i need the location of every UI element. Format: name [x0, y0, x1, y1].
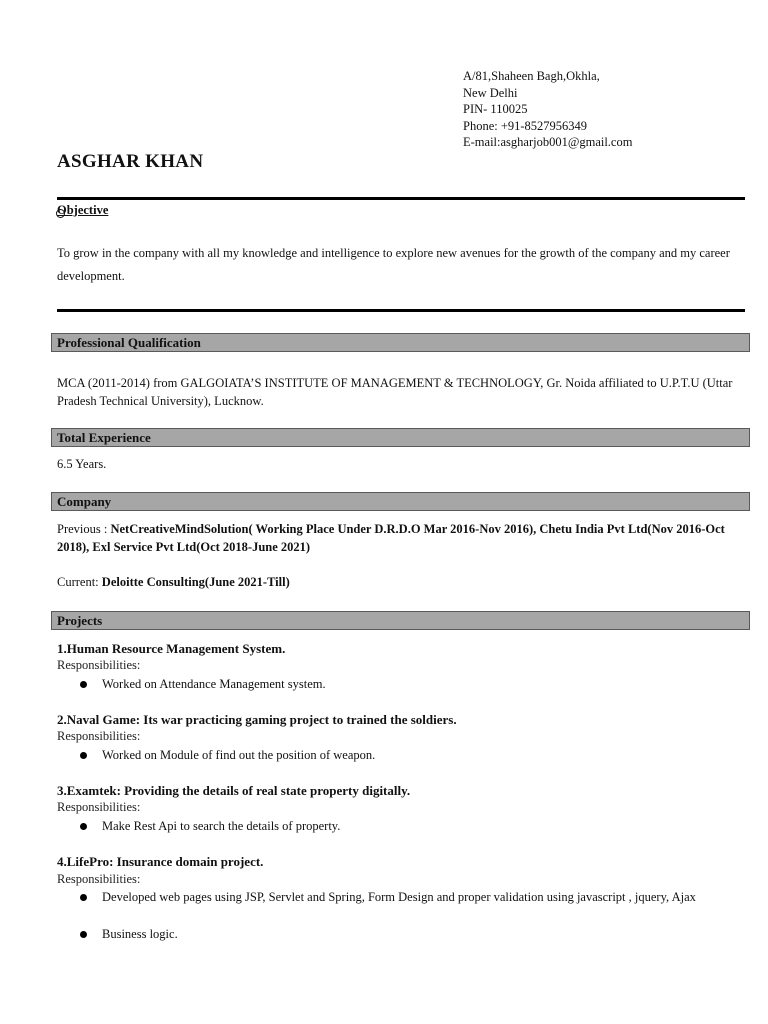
- email-address: E-mail:asgharjob001@gmail.com: [463, 135, 633, 149]
- candidate-name: ASGHAR KHAN: [57, 151, 204, 172]
- project-title: 3.Examtek: Providing the details of real state property digitally.: [57, 783, 411, 798]
- current-label: Current:: [57, 575, 102, 589]
- current-value: Deloitte Consulting(June 2021-Till): [101, 575, 290, 589]
- list-item: [80, 676, 740, 693]
- responsibilities-label: Responsibilities:: [57, 729, 141, 743]
- list-item: [80, 926, 740, 943]
- bullet-icon: [80, 823, 87, 830]
- objective-heading-label: Objective: [57, 203, 109, 217]
- address-line-1: A/81,Shaheen Bagh,Okhla,: [463, 69, 600, 83]
- objective-heading: [57, 203, 108, 218]
- bullet-icon: [80, 681, 87, 688]
- qualification-text: MCA (2011-2014) from GALGOIATA’S INSTITUTE OF MANAGEMENT & TECHNOLOGY, Gr. Noida affiliated to U.P.T.U (Uttar Pradesh Technical University), Lucknow.: [57, 376, 733, 408]
- previous-label: Previous :: [57, 522, 111, 536]
- section-header-qualification: Professional Qualification: [51, 333, 750, 352]
- section-header-experience: Total Experience: [51, 428, 750, 447]
- previous-value: NetCreativeMindSolution( Working Place Under D.R.D.O Mar 2016-Nov 2016), Chetu India Pvt Ltd(Nov 2016-Oct 2018), Exl Service Pvt Ltd(Oct 2018-June 2021): [57, 522, 725, 554]
- section-header-projects: Projects: [51, 611, 750, 630]
- divider-top: [57, 197, 745, 200]
- project-title: 1.Human Resource Management System.: [57, 641, 286, 656]
- project-title: 4.LifePro: Insurance domain project.: [57, 854, 264, 869]
- section-header-company: Company: [51, 492, 750, 511]
- contact-block: [463, 68, 632, 151]
- list-item: [80, 747, 740, 764]
- list-item: [80, 818, 740, 835]
- bullet-icon: [80, 931, 87, 938]
- bullet-text: Worked on Attendance Management system.: [102, 677, 326, 691]
- previous-companies: [57, 521, 737, 556]
- bullet-icon: [80, 894, 87, 901]
- experience-text: 6.5 Years.: [57, 457, 107, 471]
- bullet-icon: [80, 752, 87, 759]
- address-line-2: New Delhi: [463, 85, 518, 100]
- project-title: 2.Naval Game: Its war practicing gaming project to trained the soldiers.: [57, 712, 457, 727]
- bullet-text: Make Rest Api to search the details of property.: [102, 819, 341, 833]
- bullet-text: Business logic.: [102, 927, 178, 941]
- divider-bottom: [57, 309, 745, 312]
- responsibilities-label: Responsibilities:: [57, 800, 141, 814]
- current-company: [57, 574, 290, 592]
- pin-code: PIN- 110025: [463, 102, 528, 116]
- anchor-circle-icon: [56, 209, 65, 218]
- list-item: [80, 889, 744, 906]
- phone-number: Phone: +91-8527956349: [463, 118, 588, 133]
- bullet-text: Worked on Module of find out the position of weapon.: [102, 748, 376, 762]
- responsibilities-label: Responsibilities:: [57, 872, 141, 886]
- responsibilities-label: Responsibilities:: [57, 658, 141, 672]
- bullet-text: Developed web pages using JSP, Servlet and Spring, Form Design and proper validation using javascript , jquery, Ajax: [102, 890, 696, 904]
- objective-text: To grow in the company with all my knowledge and intelligence to explore new avenues for the growth of the company and my career development.: [57, 246, 730, 283]
